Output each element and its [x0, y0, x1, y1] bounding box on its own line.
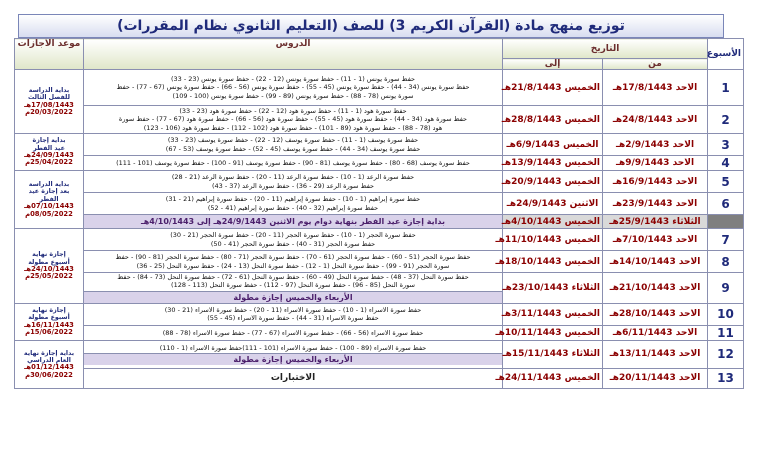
lessons-cell — [84, 156, 503, 171]
lesson-line: سورة يونس (78 - 88) - حفظ سورة يونس (89 - 99) - حفظ سورة يونس (100 - 109) — [172, 91, 414, 100]
header-date: التاريخ — [503, 39, 708, 59]
lesson-line: حفظ سورة الاسراء (31 - 44) - حفظ سورة الاسراء (45 - 55) — [207, 314, 379, 323]
date-to: الخميس 24/11/1443هـ — [503, 368, 603, 388]
week-number: 13 — [708, 368, 744, 388]
vacation-line: بداية الدراسة — [28, 86, 70, 94]
header-vacations-label: موعد الاجازات — [17, 39, 81, 49]
vacation-line: 24/09/1443هـ — [24, 151, 74, 159]
lessons-cell — [84, 134, 503, 156]
lessons-cell — [84, 193, 503, 215]
week-number: 10 — [708, 303, 744, 325]
table-row — [15, 325, 744, 340]
week-number: 6 — [708, 193, 744, 215]
vacation-cell — [15, 229, 84, 304]
date-to: الخميس 3/11/1443هـ — [503, 303, 603, 325]
lesson-line: هود (78 - 88) - حفظ سورة هود (89 - 101) - حفظ سورة هود (102 - 112) - حفظ سورة هود (106 - 123) — [143, 123, 443, 132]
page-title: توزيع منهج مادة (القرآن الكريم 3) للصف (التعليم الثانوي نظام المقررات) — [18, 14, 724, 38]
vacation-line: أسبوع مطولة — [28, 258, 70, 266]
holiday-note: الأربعاء والخميس إجازة مطولة — [84, 291, 502, 303]
lesson-line: حفظ سورة الحجر (31 - 40) - حفظ سورة الحجر (41 - 50) — [210, 239, 376, 248]
date-to: الخميس 6/9/1443هـ — [503, 134, 603, 156]
vacation-line: العام الدراسي — [27, 356, 71, 364]
lessons-cell: بداية إجازة عيد الفطر بنهاية دوام يوم الاثنين 24/9/1443هـ إلى 4/10/1443هـ — [84, 215, 503, 229]
curriculum-table — [14, 38, 744, 389]
date-from: الاحد 28/10/1443هـ — [603, 303, 708, 325]
lesson-line: حفظ سورة يونس (34 - 44) - حفظ سورة يونس (45 - 55) - حفظ سورة يونس (56 - 66) - حفظ سورة يونس (67 - 77) - حفظ — [116, 83, 470, 92]
vacation-line: بداية إجازة — [32, 137, 66, 145]
date-from: الاحد 23/9/1443هـ — [603, 193, 708, 215]
vacation-line: 25/05/2022م — [25, 272, 73, 281]
date-to: الخميس 20/9/1443هـ — [503, 171, 603, 193]
holiday-note: الأربعاء والخميس إجازة مطولة — [84, 353, 502, 365]
date-to: الخميس 13/9/1443هـ — [503, 156, 603, 171]
date-to: الثلاثاء 23/10/1443هـ — [503, 273, 603, 304]
week-number: 9 — [708, 273, 744, 304]
vacation-line: بداية إجازة نهاية — [23, 349, 75, 357]
week-number: 5 — [708, 171, 744, 193]
week-number: 12 — [708, 340, 744, 368]
vacation-line: 16/11/1443هـ — [24, 320, 74, 329]
lesson-line: حفظ سورة يوسف (34 - 44) - حفظ سورة يوسف (45 - 52) - حفظ سورة يوسف (53 - 67) — [165, 144, 421, 153]
vacation-line: 17/08/1443هـ — [24, 100, 74, 109]
date-to: الخميس 18/10/1443هـ — [503, 251, 603, 273]
header-week: الأسبوع — [708, 39, 744, 70]
lessons-cell — [84, 273, 503, 304]
vacation-cell — [15, 340, 84, 388]
lesson-line: حفظ سورة يوسف (1 - 11) - حفظ سورة يوسف (12 - 22) - حفظ سورة يوسف (23 - 33) — [167, 136, 419, 145]
lesson-line: حفظ سورة الاسراء (56 - 66) - حفظ سورة الاسراء (67 - 77) - حفظ سورة الاسراء (78 - 88) — [162, 328, 424, 337]
header-to: إلى — [503, 59, 603, 70]
vacation-cell — [15, 303, 84, 340]
table-row — [15, 134, 744, 156]
vacation-line: بداية الدراسة — [28, 180, 70, 188]
lesson-line: حفظ سورة هود (34 - 44) - حفظ سورة هود (45 - 55) - حفظ سورة هود (56 - 66) - حفظ سورة هود (67 - 77) - حفظ سورة — [118, 115, 468, 124]
lessons-cell — [84, 325, 503, 340]
date-from: الاحد 17/8/1443هـ — [603, 70, 708, 106]
lessons-cell — [84, 340, 503, 368]
lesson-line: حفظ سورة هود (1 - 11) - حفظ سورة هود (12 - 22) - حفظ سورة هود (23 - 33) — [179, 106, 407, 115]
table-row — [15, 229, 744, 251]
date-to: الخميس 4/10/1443هـ — [503, 215, 603, 229]
lessons-cell — [84, 303, 503, 325]
table-row — [15, 368, 744, 388]
lesson-line: حفظ سورة الاسراء (89 - 100) - حفظ سورة الاسراء (101 - 111)حفظ سورة الاسراء (1 - 110) — [159, 343, 427, 352]
vacation-line: 25/04/2022م — [25, 158, 73, 167]
vacation-cell — [15, 171, 84, 229]
lesson-line: حفظ سورة النحل (37 - 48) - حفظ سورة النحل (49 - 60) - حفظ سورة النحل (61 - 72) - حفظ سورة النحل (73 - 84) - حفظ — [117, 273, 469, 281]
week-number: 4 — [708, 156, 744, 171]
vacation-line: أسبوع مطولة — [28, 314, 70, 322]
date-from: الثلاثاء 25/9/1443هـ — [603, 215, 708, 229]
vacation-line: 30/06/2022م — [25, 370, 73, 379]
lesson-line: حفظ سورة الرعد (1 - 10) - حفظ سورة الرعد (11 - 20) - حفظ سورة الرعد (21 - 28) — [171, 173, 415, 182]
date-from: الاحد 6/11/1443هـ — [603, 325, 708, 340]
date-from: الاحد 2/9/1443هـ — [603, 134, 708, 156]
lesson-line: حفظ سورة الرعد (29 - 36) - حفظ سورة الرعد (37 - 43) — [211, 181, 375, 190]
lesson-line: حفظ سورة يوسف (68 - 80) - حفظ سورة يوسف (81 - 90) - حفظ سورة يوسف (91 - 100) - حفظ سورة يوسف (101 - 111) — [116, 158, 470, 167]
date-to: الثلاثاء 15/11/1443هـ — [503, 340, 603, 368]
lesson-line: سورة النحل (85 - 96) - حفظ سورة النحل (97 - 112) - حفظ سورة النحل (113 - 128) — [171, 281, 415, 290]
vacation-line: للفصل الثالث — [28, 94, 70, 102]
date-from: الاحد 9/9/1443هـ — [603, 156, 708, 171]
table-row — [15, 106, 744, 134]
date-from: الاحد 13/11/1443هـ — [603, 340, 708, 368]
vacation-line: إجازة نهاية — [32, 307, 66, 314]
table-row — [15, 303, 744, 325]
table-row — [15, 156, 744, 171]
date-from: الاحد 24/8/1443هـ — [603, 106, 708, 134]
table-row — [15, 215, 744, 229]
week-number: 2 — [708, 106, 744, 134]
vacation-line: 07/10/1443هـ — [24, 202, 74, 211]
vacation-cell — [15, 70, 84, 134]
vacation-line: 01/12/1443هـ — [24, 363, 74, 372]
vacation-line: عيد الفطر — [33, 144, 65, 152]
lessons-cell — [84, 229, 503, 251]
date-from: الاحد 16/9/1443هـ — [603, 171, 708, 193]
lessons-cell — [84, 251, 503, 273]
table-row — [15, 70, 744, 106]
week-number: 3 — [708, 134, 744, 156]
header-from: من — [603, 59, 708, 70]
lesson-line: حفظ سورة الحجر (1 - 10) - حفظ سورة الحجر (11 - 20) - حفظ سورة الحجر (21 - 30) — [170, 231, 416, 240]
vacation-line: 08/05/2022م — [25, 209, 73, 218]
date-to: الخميس 28/8/1443هـ — [503, 106, 603, 134]
date-from: الاحد 20/11/1443هـ — [603, 368, 708, 388]
vacation-line: بعد إجازة عيد — [28, 188, 70, 196]
lesson-line: حفظ سورة الحجر (51 - 60) - حفظ سورة الحجر (61 - 70) - حفظ سورة الحجر (71 - 80) - حفظ سورة الحجر (81 - 90) - حفظ — [115, 253, 471, 262]
lessons-cell: الاختبارات — [84, 368, 503, 388]
week-number: 8 — [708, 251, 744, 273]
header-lessons: الدروس — [84, 39, 503, 70]
lesson-line: حفظ سورة إبراهيم (32 - 40) - حفظ سورة إبراهيم (41 - 52) — [207, 203, 379, 212]
table-row — [15, 273, 744, 304]
date-from: الاحد 21/10/1443هـ — [603, 273, 708, 304]
lessons-cell — [84, 70, 503, 106]
date-to: الاثنين 24/9/1443هـ — [503, 193, 603, 215]
lesson-line: حفظ سورة إبراهيم (1 - 10) - حفظ سورة إبراهيم (11 - 20) - حفظ سورة إبراهيم (21 - 31) — [165, 195, 421, 204]
vacation-line: إجازة نهاية — [32, 251, 66, 259]
vacation-line: الفطر — [39, 195, 59, 203]
lessons-cell — [84, 106, 503, 134]
date-to: الخميس 11/10/1443هـ — [503, 229, 603, 251]
date-from: الاحد 7/10/1443هـ — [603, 229, 708, 251]
lesson-line: حفظ سورة يونس (1 - 11) - حفظ سورة يونس (12 - 22) - حفظ سورة يونس (23 - 33) — [170, 74, 416, 83]
vacation-line: 24/10/1443هـ — [24, 264, 74, 273]
table-row — [15, 193, 744, 215]
vacation-cell — [15, 134, 84, 171]
table-row — [15, 340, 744, 368]
lesson-line: سورة الحجر (91 - 99) - حفظ سورة النحل (1 - 12) - حفظ سورة النحل (13 - 24) - حفظ سورة النحل (25 - 36) — [136, 261, 450, 270]
vacation-line: 15/06/2022م — [25, 328, 73, 337]
week-number: 7 — [708, 229, 744, 251]
week-number: 1 — [708, 70, 744, 106]
date-to: الخميس 21/8/1443هـ — [503, 70, 603, 106]
week-number — [708, 215, 744, 229]
vacation-line: 20/03/2022م — [25, 107, 73, 116]
table-row — [15, 251, 744, 273]
header-vacations — [15, 39, 84, 70]
table-row — [15, 171, 744, 193]
date-to: الخميس 10/11/1443هـ — [503, 325, 603, 340]
week-number: 11 — [708, 325, 744, 340]
lessons-cell — [84, 171, 503, 193]
lesson-line: حفظ سورة الاسراء (1 - 10) - حفظ سورة الاسراء (11 - 20) - حفظ سورة الاسراء (21 - 30) — [164, 305, 422, 314]
date-from: الاحد 14/10/1443هـ — [603, 251, 708, 273]
